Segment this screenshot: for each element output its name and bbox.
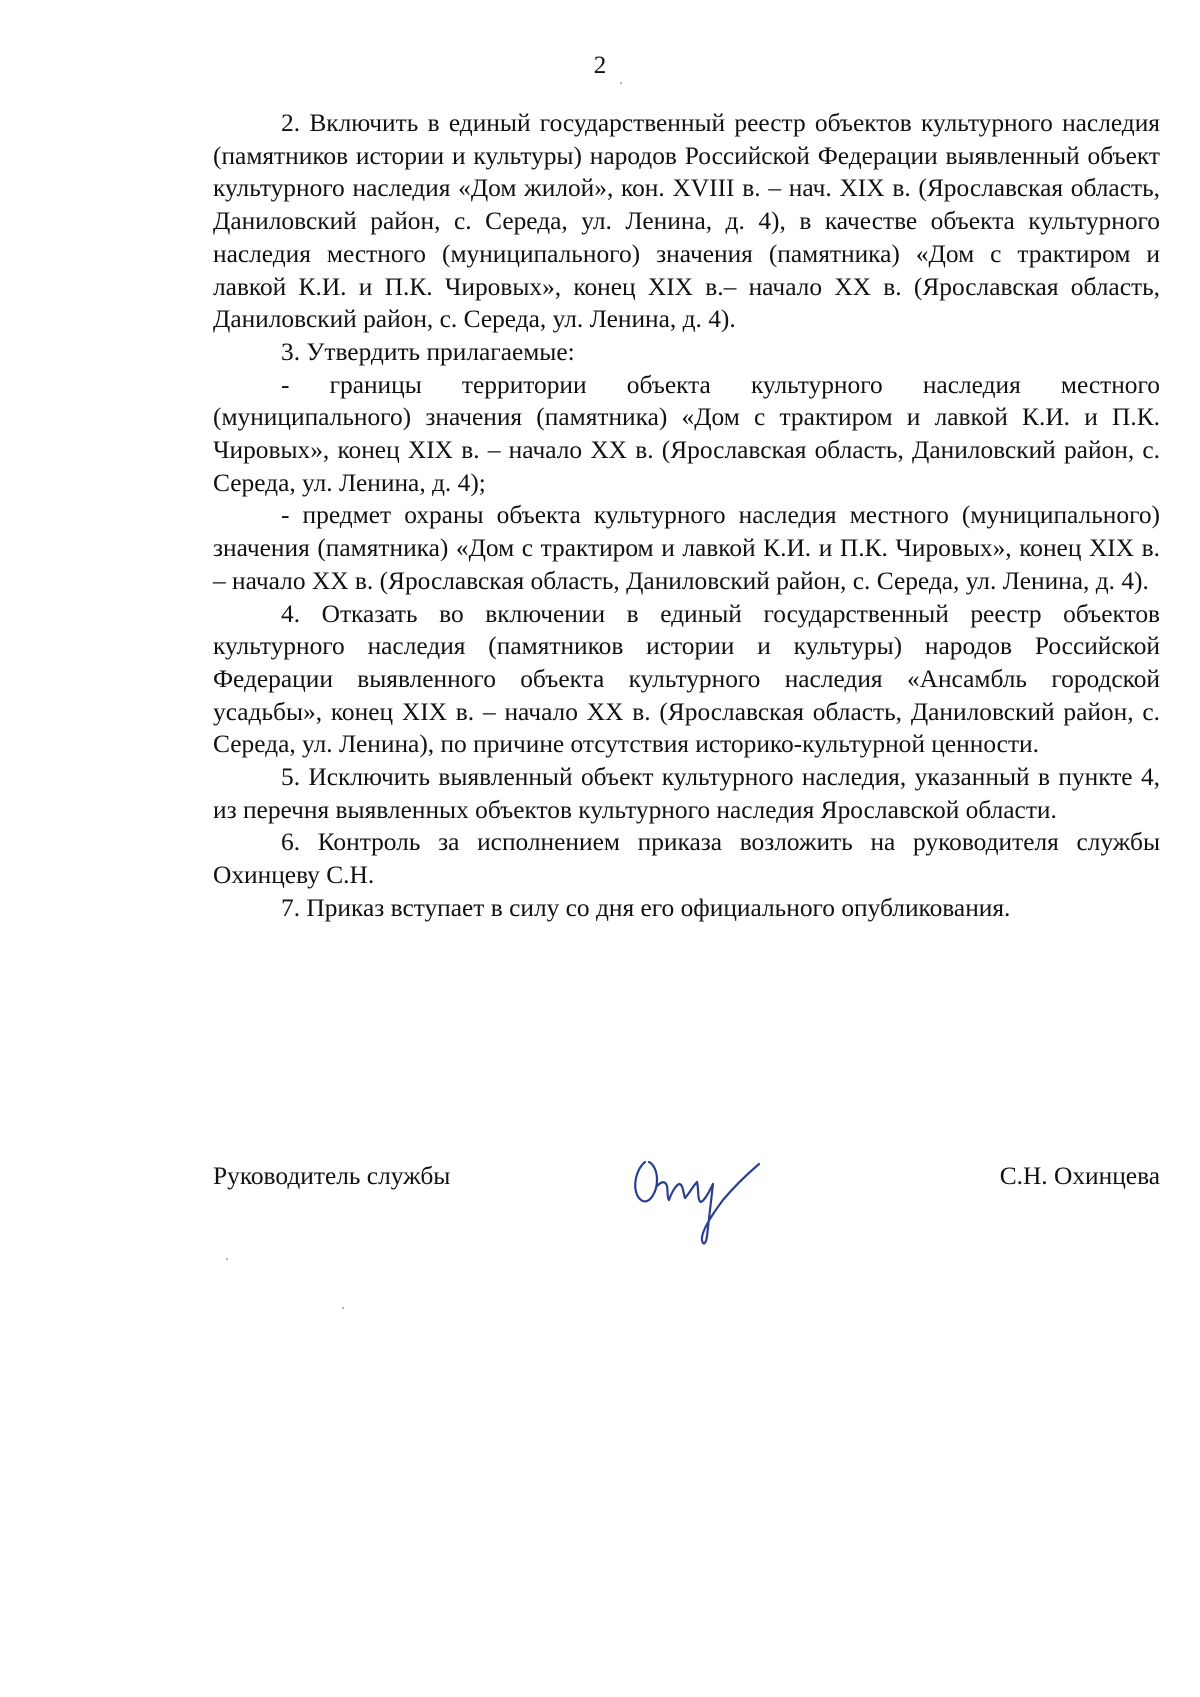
paragraph-item-3: 3. Утвердить прилагаемые:: [281, 337, 575, 366]
paragraph-bullet-boundaries: - границы территории объекта культурного наследия местного (муниципального) значения (памятника) «Дом с трактиром и лавкой К.И. и П.К. Чировых», конец XIX в. – начало XX в. (Ярославская область, Даниловский район, с. Середа, ул. Ленина, д. 4);: [213, 370, 1160, 497]
signatory-position: Руководитель службы: [213, 1162, 451, 1190]
paragraph-item-4: 4. Отказать во включении в единый государственный реестр объектов культурного наследия (памятников истории и культуры) народов Российской Федерации выявленного объекта культурного наследия «Ансамбль городской усадьбы», конец XIX в. – начало XX в. (Ярославская область, Даниловский район, с. Середа, ул. Ленина), по причине отсутствия историко-культурной ценности.: [213, 599, 1160, 759]
paragraph-bullet-protection-subject: - предмет охраны объекта культурного наследия местного (муниципального) значения (памятника) «Дом с трактиром и лавкой К.И. и П.К. Чировых», конец XIX в. – начало XX в. (Ярославская область, Даниловский район, с. Середа, ул. Ленина, д. 4).: [213, 501, 1160, 595]
order-body: [213, 107, 1160, 925]
paragraph-item-5: 5. Исключить выявленный объект культурного наследия, указанный в пункте 4, из перечня выявленных объектов культурного наследия Ярославской области.: [213, 763, 1160, 824]
scan-speck: [342, 1307, 344, 1309]
page-number: 2: [593, 52, 607, 79]
scan-speck: [620, 82, 622, 84]
handwritten-signature: [623, 1140, 773, 1250]
scan-speck: [226, 1258, 228, 1260]
signature-block: [213, 1140, 1160, 1250]
paragraph-item-2: 2. Включить в единый государственный реестр объектов культурного наследия (памятников истории и культуры) народов Российской Федерации выявленный объект культурного наследия «Дом жилой», кон. XVIII в. – нач. XIX в. (Ярославская область, Даниловский район, с. Середа, ул. Ленина, д. 4), в качестве объекта культурного наследия местного (муниципального) значения (памятника) «Дом с трактиром и лавкой К.И. и П.К. Чировых», конец XIX в.– начало XX в. (Ярославская область, Даниловский район, с. Середа, ул. Ленина, д. 4).: [213, 109, 1160, 334]
paragraph-item-6: 6. Контроль за исполнением приказа возложить на руководителя службы Охинцеву С.Н.: [213, 828, 1160, 890]
paragraph-item-7: 7. Приказ вступает в силу со дня его официального опубликования.: [281, 893, 1011, 922]
signatory-name: С.Н. Охинцева: [999, 1162, 1160, 1190]
